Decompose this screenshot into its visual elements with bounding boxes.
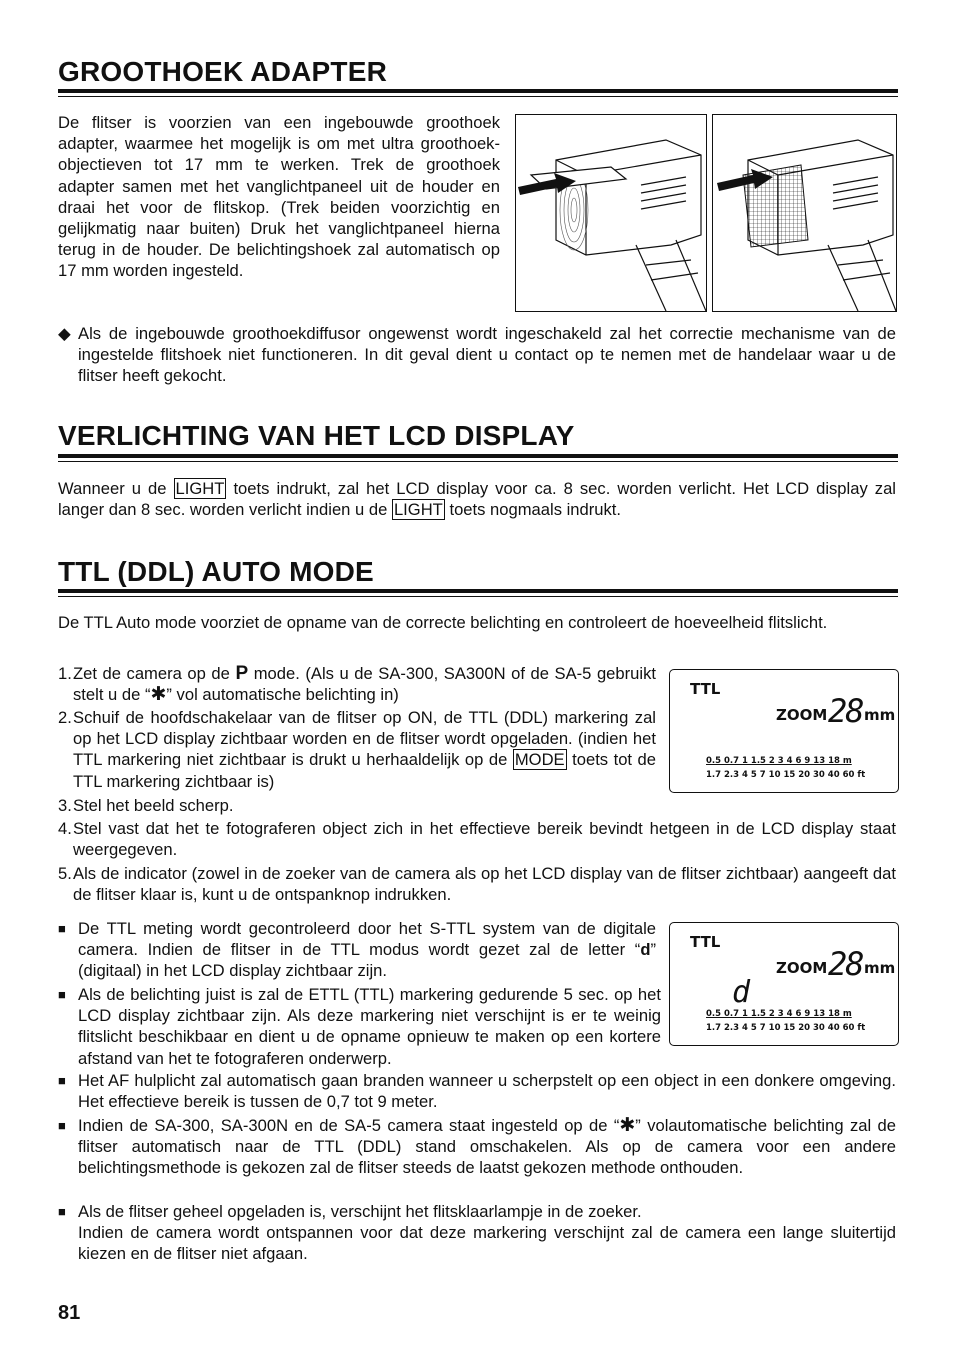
light-key-label: LIGHT — [175, 479, 225, 498]
groothoek-paragraph: De flitser is voorzien van een ingebouwde groothoek adapter, waarmee het mogelijk is om met ultra groothoek-objectieven tot 17 mm te werken. Trek de groothoek adapter samen met het vanglichtpaneel uit de houder en draai het voor de flitskop. (Trek beiden voorzichtig en gelijkmatig naar buiten) Druk het vanglichtpaneel hierna terug in de houder. De belichtingshoek zal automatisch op 17 mm worden ingesteld. — [58, 113, 500, 281]
mode-key-label: MODE — [514, 750, 565, 770]
lcd-scale-meters: 0.5 0.7 1 1.5 2 3 4 6 9 13 18 m — [706, 1009, 852, 1019]
note-ettl-marking: ■ Als de belichting juist is zal de ETTL (TTL) markering gedurende 5 sec. op het LCD display zichtbaar zijn. Als deze markering niet verschijnt is er te weinig flitslicht beschikbaar en dient u de opname opnieuw te maken op een kortere afstand van het te fotograferen onderwerp. — [58, 985, 661, 1068]
square-bullet-icon: ■ — [58, 1118, 66, 1133]
step-1: 1. Zet de camera op de P mode. (Als u de SA-300, SA300N of de SA-5 gebruikt stelt u de “✱” vol automatische belichting in) — [58, 663, 656, 706]
lcd-ttl-label: TTL — [690, 933, 721, 951]
lcd-zoom-label: ZOOM — [776, 959, 828, 977]
step-5: 5. Als de indicator (zowel in de zoeker van de camera als op het LCD display van de flitser zichtbaar) aangeeft dat de flitser klaar is, kunt u de ontspanknop indrukken. — [58, 864, 896, 905]
note-af-light: ■ Het AF hulplicht zal automatisch gaan branden wanneer u scherpstelt op een object in een donkere omgeving. Het effectieve bereik is tussen de 0,7 tot 9 meter. — [58, 1071, 896, 1112]
diamond-bullet-icon: ◆ — [58, 324, 71, 343]
square-bullet-icon: ■ — [58, 987, 66, 1002]
square-bullet-icon: ■ — [58, 1073, 66, 1088]
square-bullet-icon: ■ — [58, 921, 66, 936]
title-rule — [58, 589, 898, 597]
program-mode-icon: P — [235, 663, 249, 684]
step-3: 3. Stel het beeld scherp. — [58, 796, 234, 815]
lcd-unit: mm — [864, 959, 896, 977]
page-number: 81 — [58, 1302, 81, 1324]
lcd-digital-indicator: d — [732, 975, 751, 1010]
lcd-display-ttl-digital — [669, 922, 899, 1046]
note-ttl-metering: ■ De TTL meting wordt gecontroleerd door het S-TTL system van de digitale camera. Indien de flitser in de TTL modus wordt gezet zal de letter “d” (digitaal) in het LCD display zichtbaar zijn. — [58, 919, 656, 981]
title-rule — [58, 454, 898, 462]
lcd-scale-feet: 1.7 2.3 4 5 7 10 15 20 30 40 60 ft — [706, 770, 866, 780]
light-key-label: LIGHT — [393, 500, 443, 520]
square-bullet-icon: ■ — [58, 1204, 66, 1219]
lcd-paragraph: Wanneer u de LIGHT toets indrukt, zal het LCD display voor ca. 8 sec. worden verlicht. Het LCD display zal langer dan 8 sec. worden verlicht indien u de LIGHT toets nogmaals indrukt. — [58, 479, 896, 520]
section-title-groothoek: GROOTHOEK ADAPTER — [58, 56, 388, 87]
step-4: 4. Stel vast dat het te fotograferen object zich in het effectieve bereik bevindt hetgeen in de LCD display staat weergegeven. — [58, 819, 896, 860]
section-title-lcd: VERLICHTING VAN HET LCD DISPLAY — [58, 420, 575, 451]
auto-mode-star-icon: ✱ — [150, 684, 167, 706]
lcd-ttl-label: TTL — [690, 680, 721, 698]
flash-illustration-panel-returned — [712, 114, 897, 312]
flash-illustration-adapter-pulled — [515, 114, 707, 312]
note-flash-ready: ■ Als de flitser geheel opgeladen is, verschijnt het flitsklaarlampje in de zoeker. Indien de camera wordt ontspannen voor dat deze markering verschijnt zal de camera een lange sluitertijd kiezen en de flitser niet afgaan. — [58, 1202, 896, 1264]
auto-mode-star-icon: ✱ — [619, 1115, 636, 1136]
lcd-zoom-value: 28 — [828, 945, 863, 983]
note-sa-camera: ■ Indien de SA-300, SA-300N en de SA-5 camera staat ingesteld op de “✱” volautomatische belichting zal de flitser automatisch naar de TTL (DDL) stand omschakelen. Als op de camera voor een andere belichtingsmethode is gekozen zal de flitser steeds de laatst gekozen methode onthouden. — [58, 1115, 896, 1178]
lcd-unit: mm — [864, 706, 896, 724]
lcd-scale-feet: 1.7 2.3 4 5 7 10 15 20 30 40 60 ft — [706, 1023, 866, 1033]
lcd-zoom-label: ZOOM — [776, 706, 828, 724]
section-title-ttl: TTL (DDL) AUTO MODE — [58, 556, 374, 587]
ttl-intro: De TTL Auto mode voorziet de opname van de correcte belichting en controleert de hoeveelheid flitslicht. — [58, 613, 828, 632]
lcd-scale-meters: 0.5 0.7 1 1.5 2 3 4 6 9 13 18 m — [706, 756, 852, 766]
lcd-display-ttl — [669, 669, 899, 793]
title-rule — [58, 89, 898, 97]
groothoek-bullet: ◆ Als de ingebouwde groothoekdiffusor ongewenst wordt ingeschakeld zal het correctie mechanisme van de ingestelde flitshoek niet functioneren. In dit geval dient u contact op te nemen met de handelaar waar u de flitser heeft gekocht. — [58, 324, 896, 386]
step-2: 2. Schuif de hoofdschakelaar van de flitser op ON, de TTL (DDL) markering zal op het LCD display zichtbaar worden en de flitser wordt opgeladen. (indien het TTL markering niet zichtbaar is drukt u herhaaldelijk op de MODE toets tot de TTL markering zichtbaar is) — [58, 708, 656, 791]
lcd-zoom-value: 28 — [828, 692, 863, 730]
